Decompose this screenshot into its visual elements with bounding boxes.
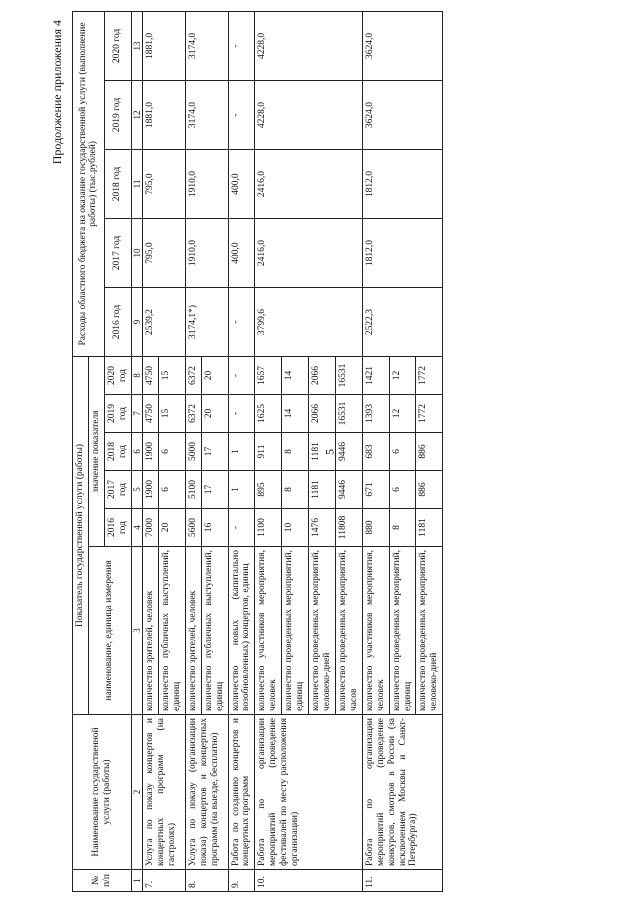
indicator-value: -	[228, 509, 255, 547]
indicator-value: 911	[255, 433, 282, 471]
header-year: 2017 год	[104, 471, 131, 509]
indicator-value: 2066	[309, 357, 336, 395]
expense-value: 2522,3	[362, 288, 443, 357]
header-year: 2018 год	[104, 150, 131, 219]
indicator-label: количество проведенных мероприятий, человеко-дней	[416, 547, 443, 715]
indicator-value: 1476	[309, 509, 336, 547]
table-row	[255, 11, 282, 891]
indicator-label: количество публичных выступлений, единиц	[201, 547, 228, 715]
header-year: 2016 год	[104, 509, 131, 547]
indicator-value: 16531	[335, 357, 362, 395]
indicator-value: 6	[389, 433, 416, 471]
indicator-label: количество проведенных мероприятий, единиц	[282, 547, 309, 715]
indicator-value: 8	[282, 433, 309, 471]
service-name: Услуга по показу (организации показа) концертов и концертных программ (на выезде, бесплатно)	[185, 715, 228, 870]
indicator-value: 20	[158, 509, 185, 547]
header-year: 2016 год	[104, 288, 131, 357]
expense-value: 3624,0	[362, 81, 443, 150]
expense-value: 3799,6	[255, 288, 362, 357]
column-number: 9	[131, 288, 142, 357]
expense-value: 1812,0	[362, 219, 443, 288]
header-service-name: Наименование государственной услуги (работы)	[73, 715, 132, 870]
column-number: 13	[131, 11, 142, 80]
header-year: 2020 год	[104, 11, 131, 80]
column-number: 7	[131, 395, 142, 433]
expense-value: 795,0	[143, 150, 186, 219]
row-number: 9.	[228, 870, 255, 892]
indicator-value: 1421	[362, 357, 389, 395]
indicator-value: 8	[282, 471, 309, 509]
indicator-value: 2066	[309, 395, 336, 433]
indicator-value: 12	[389, 357, 416, 395]
indicator-value: 17	[201, 433, 228, 471]
header-expenses: Расходы областного бюджета на оказание государственной услуги (выполнение работы) (тыс.рублей)	[73, 11, 105, 356]
indicator-value: -	[228, 357, 255, 395]
header-row-1	[73, 11, 89, 891]
indicator-label: количество зрителей, человек	[185, 547, 201, 715]
indicator-value: 6372	[185, 357, 201, 395]
column-number: 2	[131, 715, 142, 870]
table-row	[185, 11, 201, 891]
column-number: 3	[131, 547, 142, 715]
expense-value: 4228,0	[255, 11, 362, 80]
indicator-value: 683	[362, 433, 389, 471]
header-indicator: Показатель государственной услуги (работы)	[73, 357, 89, 715]
expense-value: 1910,0	[185, 150, 228, 219]
indicator-label: количество публичных выступлений, единиц	[158, 547, 185, 715]
expense-value: 3624,0	[362, 11, 443, 80]
indicator-value: 15	[158, 357, 185, 395]
expense-value: 4228,0	[255, 81, 362, 150]
indicator-value: 1181	[309, 471, 336, 509]
indicator-value: 1900	[143, 433, 159, 471]
column-number: 4	[131, 509, 142, 547]
indicator-value: 1	[228, 433, 255, 471]
indicator-value: 5100	[185, 471, 201, 509]
column-numbers-row	[131, 11, 142, 891]
indicator-label: количество проведенных мероприятий, единиц	[389, 547, 416, 715]
header-year: 2019 год	[104, 395, 131, 433]
indicator-value: 11808	[335, 509, 362, 547]
indicator-label: количество проведенных мероприятий, часов	[335, 547, 362, 715]
expense-value: 1881,0	[143, 11, 186, 80]
service-name: Работа по организации мероприятий (проведение фестивалей по месту расположения организации)	[255, 715, 362, 870]
expense-value: -	[228, 81, 255, 150]
indicator-value: 9446	[335, 433, 362, 471]
indicator-value: 7000	[143, 509, 159, 547]
indicator-value: 1181	[309, 433, 336, 471]
indicator-value: 14	[282, 395, 309, 433]
indicator-value: 5600	[185, 509, 201, 547]
indicator-value: 6	[158, 471, 185, 509]
continuation-note: Продолжение приложения 4	[50, 20, 64, 165]
expenses-table	[72, 11, 443, 892]
header-indicator-name: наименование, единица измерения	[88, 547, 131, 715]
header-num: № п/п	[73, 870, 132, 892]
column-number: 11	[131, 150, 142, 219]
indicator-value: -	[228, 395, 255, 433]
indicator-value: 1772	[416, 357, 443, 395]
indicator-label: количество проведенных мероприятий, человеко-дней	[309, 547, 336, 715]
header-indicator-value: значение показателя	[88, 357, 104, 547]
column-number: 5	[131, 471, 142, 509]
indicator-value: 8	[389, 509, 416, 547]
indicator-value: 886	[416, 433, 443, 471]
service-name: Работа по организации мероприятий (проведение конкурсов, смотров в России (за исключением Москвы и Санкт-Петербурга))	[362, 715, 443, 870]
row-number: 7.	[143, 870, 186, 892]
expense-value: 1812,0	[362, 150, 443, 219]
indicator-value: 880	[362, 509, 389, 547]
expense-value: 2416,0	[255, 150, 362, 219]
column-number: 8	[131, 357, 142, 395]
expense-value: 1881,0	[143, 81, 186, 150]
indicator-value: 1100	[255, 509, 282, 547]
rotated-document-sheet	[50, 12, 590, 892]
indicator-value: 1	[228, 471, 255, 509]
indicator-value: 20	[201, 357, 228, 395]
indicator-value: 1393	[362, 395, 389, 433]
header-year: 2017 год	[104, 219, 131, 288]
expense-value: 2416,0	[255, 219, 362, 288]
expense-value: 3174,1*)	[185, 288, 228, 357]
indicator-value: 1657	[255, 357, 282, 395]
expense-value: 3174,0	[185, 81, 228, 150]
service-name: Услуга по показу концертов и концертных программ (на гастролях)	[143, 715, 186, 870]
indicator-label: количество зрителей, человек	[143, 547, 159, 715]
indicator-label: количество новых (капитально возобновленных) концертов, единиц	[228, 547, 255, 715]
expense-value: -	[228, 288, 255, 357]
table-row	[362, 11, 389, 891]
expense-value: 400,0	[228, 219, 255, 288]
indicator-value: 671	[362, 471, 389, 509]
indicator-value: 15	[158, 395, 185, 433]
table-row	[228, 11, 255, 891]
indicator-value: 17	[201, 471, 228, 509]
indicator-value: 16	[201, 509, 228, 547]
column-number: 12	[131, 81, 142, 150]
indicator-value: 1181	[416, 509, 443, 547]
indicator-value: 10	[282, 509, 309, 547]
row-number: 11.	[362, 870, 443, 892]
indicator-value: 20	[201, 395, 228, 433]
indicator-value: 886	[416, 471, 443, 509]
header-year: 2019 год	[104, 81, 131, 150]
column-number: 10	[131, 219, 142, 288]
indicator-value: 895	[255, 471, 282, 509]
indicator-value: 6	[389, 471, 416, 509]
indicator-value: 14	[282, 357, 309, 395]
indicator-value: 1900	[143, 471, 159, 509]
indicator-value: 5000	[185, 433, 201, 471]
column-number: 6	[131, 433, 142, 471]
indicator-value: 1772	[416, 395, 443, 433]
row-number: 8.	[185, 870, 228, 892]
indicator-value: 12	[389, 395, 416, 433]
indicator-value: 6372	[185, 395, 201, 433]
service-name: Работа по созданию концертов и концертных программ	[228, 715, 255, 870]
expense-value: 1910,0	[185, 219, 228, 288]
row-number: 10.	[255, 870, 362, 892]
expense-value: 3174,0	[185, 11, 228, 80]
indicator-value: 4750	[143, 395, 159, 433]
column-number: 1	[131, 870, 142, 892]
expense-value: 795,0	[143, 219, 186, 288]
expense-value: 2539,2	[143, 288, 186, 357]
indicator-value: 4750	[143, 357, 159, 395]
indicator-value: 6	[158, 433, 185, 471]
header-year: 2018 год	[104, 433, 131, 471]
indicator-label: количество участников мероприятия, человек	[362, 547, 389, 715]
indicator-value: 9446	[335, 471, 362, 509]
indicator-value: 1625	[255, 395, 282, 433]
header-year: 2020 год	[104, 357, 131, 395]
expense-value: 400,0	[228, 150, 255, 219]
indicator-value: 16531	[335, 395, 362, 433]
expense-value: -	[228, 11, 255, 80]
indicator-label: количество участников мероприятия, человек	[255, 547, 282, 715]
page-number: 5	[322, 449, 337, 455]
table-row	[143, 11, 159, 891]
